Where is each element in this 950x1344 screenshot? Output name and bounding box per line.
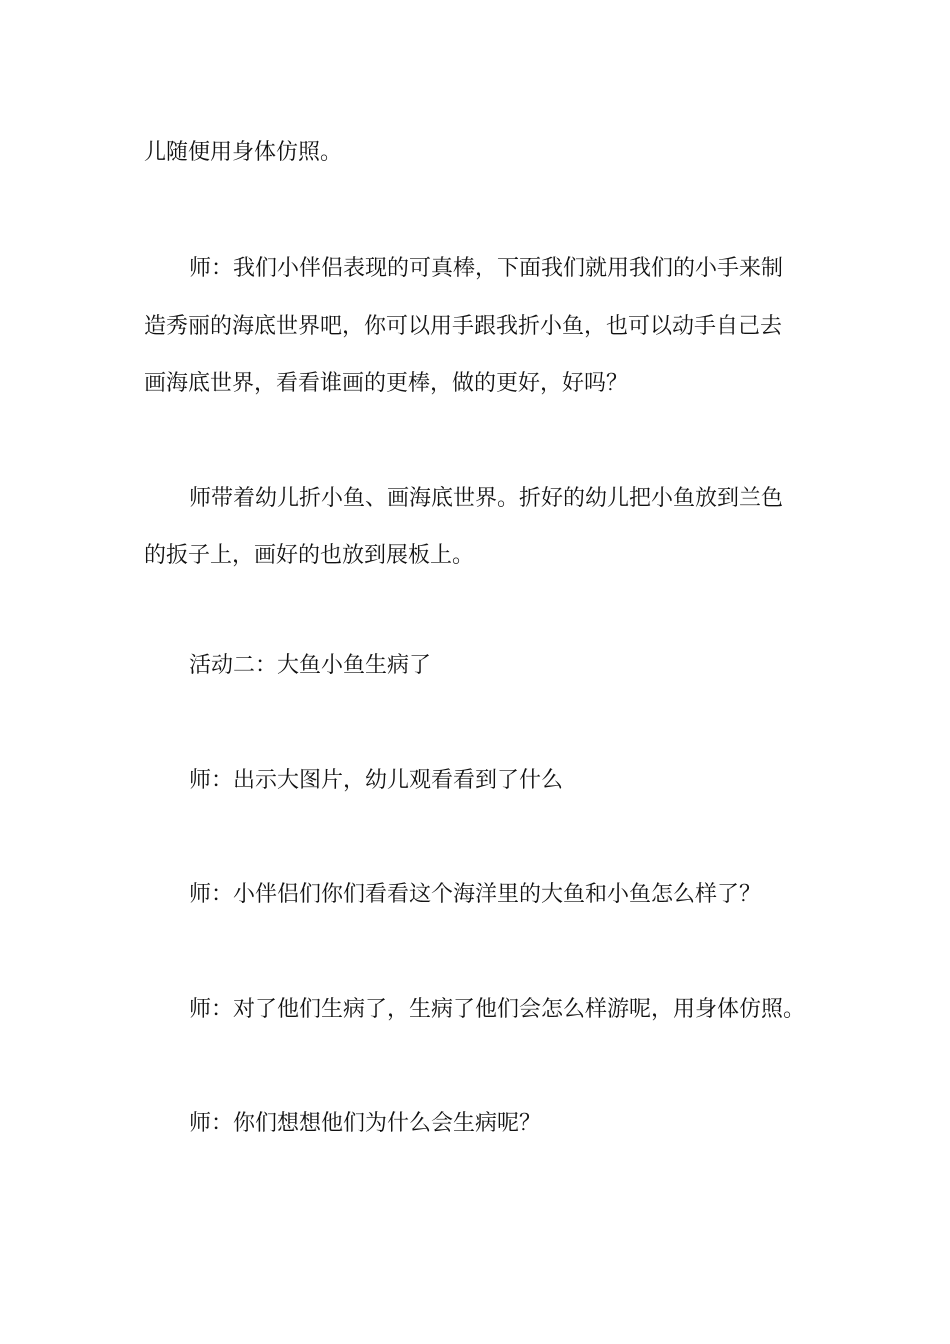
paragraph-line: 师：你们想想他们为什么会生病呢？	[189, 1111, 542, 1136]
paragraph-line: 师：小伴侣们你们看看这个海洋里的大鱼和小鱼怎么样了？	[189, 882, 762, 907]
paragraph-line: 师：对了他们生病了，生病了他们会怎么样游呢，用身体仿照。	[189, 997, 806, 1022]
paragraph-line: 师带着幼儿折小鱼、画海底世界。折好的幼儿把小鱼放到兰色	[189, 486, 784, 511]
paragraph-line: 画海底世界，看看谁画的更棒，做的更好，好吗？	[144, 371, 629, 396]
section-heading: 活动二：大鱼小鱼生病了	[189, 653, 432, 678]
paragraph-line: 儿随便用身体仿照。	[144, 140, 343, 165]
paragraph-line: 师：我们小伴侣表现的可真棒，下面我们就用我们的小手来制	[189, 256, 784, 281]
paragraph-line: 师：出示大图片，幼儿观看看到了什么	[189, 768, 564, 793]
paragraph-line: 造秀丽的海底世界吧，你可以用手跟我折小鱼，也可以动手自己去	[144, 314, 783, 339]
paragraph-line: 的扳子上，画好的也放到展板上。	[144, 543, 475, 568]
